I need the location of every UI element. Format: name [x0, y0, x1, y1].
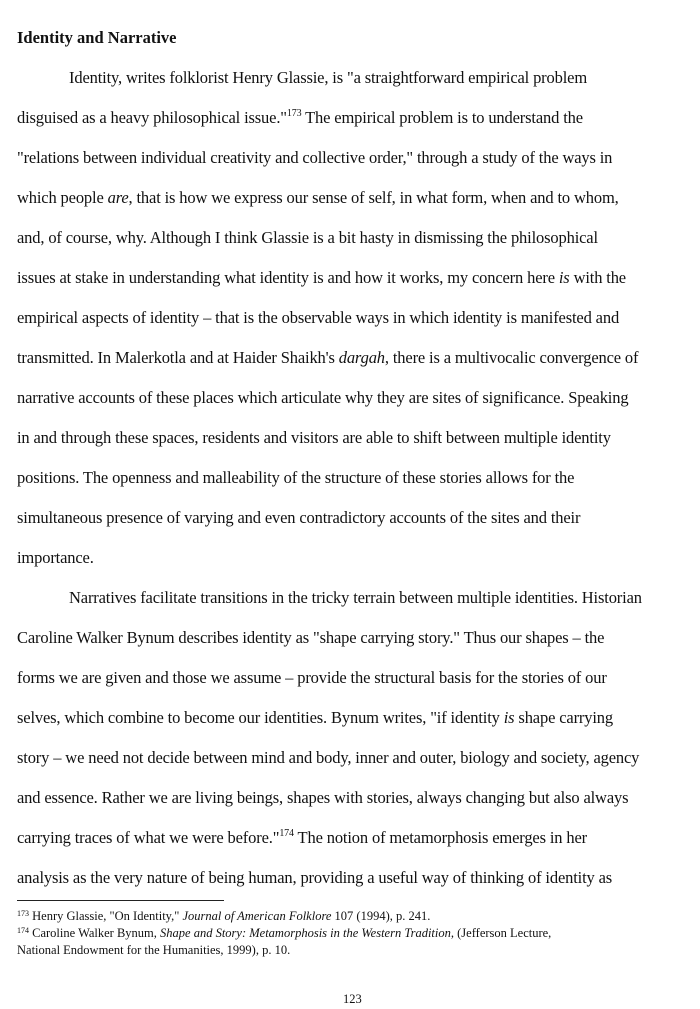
p2-line-3: forms we are given and those we assume – provide the structural basis for the stories of our	[17, 668, 607, 687]
p2-line-8: analysis as the very nature of being human, providing a useful way of thinking of identity as	[17, 868, 613, 887]
p1-line-12: simultaneous presence of varying and even contradictory accounts of the sites and their	[17, 508, 581, 527]
p2-line-4: selves, which combine to become our identities. Bynum writes, "if identity is shape carrying	[17, 708, 613, 727]
p1-line-2: disguised as a heavy philosophical issue."$^{173}$ The empirical problem is to understand the	[17, 108, 583, 127]
footnote-174: $^{174}$ Caroline Walker Bynum, Shape and Story: Metamorphosis in the Western Tradition, (Jefferson Lecture,	[17, 926, 552, 940]
p2-line-7: carrying traces of what we were before."$^{174}$ The notion of metamorphosis emerges in her	[17, 828, 587, 847]
page-number: 123	[343, 992, 362, 1006]
footnote-174-continued: National Endowment for the Humanities, 1999), p. 10.	[17, 943, 291, 957]
p2-line-5: story – we need not decide between mind and body, inner and outer, biology and society, agency	[17, 748, 640, 767]
p2-line-6: and essence. Rather we are living beings, shapes with stories, always changing but also always	[17, 788, 629, 807]
p1-line-7: empirical aspects of identity – that is the observable ways in which identity is manifested and	[17, 308, 620, 327]
footnote-separator	[17, 900, 224, 901]
footnote-ref-173[interactable]: 173	[286, 108, 302, 119]
section-heading: Identity and Narrative	[17, 28, 177, 47]
p1-line-6: issues at stake in understanding what identity is and how it works, my concern here is with the	[17, 268, 626, 287]
footnote-ref-174[interactable]: 174	[279, 828, 294, 839]
p1-line-9: narrative accounts of these places which articulate why they are sites of significance. Speaking	[17, 388, 629, 407]
p1-line-11: positions. The openness and malleability of the structure of these stories allows for the	[17, 468, 575, 487]
p1-line-3: "relations between individual creativity and collective order," through a study of the ways in	[17, 148, 613, 167]
p1-line-13: importance.	[17, 548, 94, 567]
p2-line-1: Narratives facilitate transitions in the tricky terrain between multiple identities. Historian	[69, 588, 642, 607]
p2-line-2: Caroline Walker Bynum describes identity as "shape carrying story." Thus our shapes – the	[17, 628, 605, 647]
p1-line-8: transmitted. In Malerkotla and at Haider Shaikh's dargah, there is a multivocalic convergence of	[17, 348, 639, 367]
footnote-173: $^{173}$ Henry Glassie, "On Identity," Journal of American Folklore 107 (1994), p. 241.	[17, 909, 431, 923]
p1-line-4: which people are, that is how we express our sense of self, in what form, when and to whom,	[17, 188, 619, 207]
p1-line-5: and, of course, why. Although I think Glassie is a bit hasty in dismissing the philosophical	[17, 228, 598, 247]
p1-line-1: Identity, writes folklorist Henry Glassie, is "a straightforward empirical problem	[69, 68, 588, 87]
p1-line-10: in and through these spaces, residents and visitors are able to shift between multiple identity	[17, 428, 611, 447]
